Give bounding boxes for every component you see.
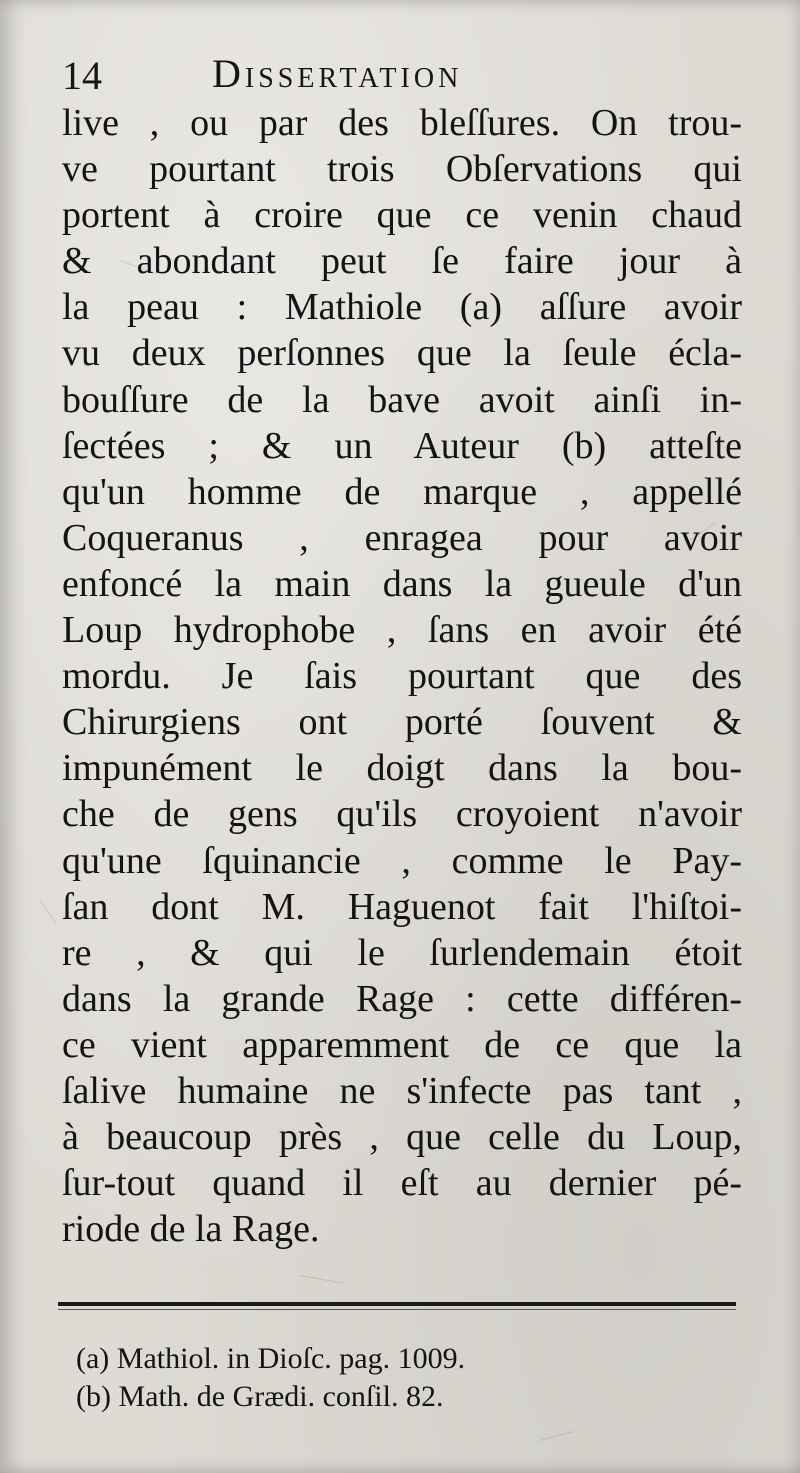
footnote-b: (b) Math. de Grædi. conſil. 82. bbox=[76, 1380, 444, 1413]
footnote-divider bbox=[58, 1302, 736, 1306]
text-line: mordu. Je ſais pourtant que des bbox=[62, 655, 742, 698]
text-line: ſan dont M. Haguenot fait l'hiſtoi- bbox=[62, 885, 742, 928]
text-line: che de gens qu'ils croyoient n'avoir bbox=[62, 793, 742, 836]
footnotes bbox=[76, 1340, 716, 1416]
text-line: riode de la Rage. bbox=[62, 1208, 320, 1251]
text-line: la peau : Mathiole (a) aſſure avoir bbox=[62, 286, 742, 329]
text-line: qu'une ſquinancie , comme le Pay- bbox=[62, 839, 742, 882]
text-line: enfoncé la main dans la gueule d'un bbox=[62, 562, 742, 605]
text-line: ſur-tout quand il eſt au dernier pé- bbox=[62, 1162, 742, 1205]
body-text bbox=[62, 100, 742, 1252]
text-line: vu deux perſonnes que la ſeule écla- bbox=[62, 332, 742, 375]
text-line: ve pourtant trois Obſervations qui bbox=[62, 148, 742, 191]
running-title: Dissertation bbox=[212, 51, 463, 96]
text-line: à beaucoup près , que celle du Loup, bbox=[62, 1116, 742, 1159]
footnote-a: (a) Mathiol. in Dioſc. pag. 1009. bbox=[76, 1342, 466, 1375]
text-line: ce vient apparemment de ce que la bbox=[62, 1023, 742, 1066]
paper-fiber bbox=[40, 900, 57, 924]
text-line: live , ou par des bleſſures. On trou- bbox=[62, 102, 742, 144]
text-line: dans la grande Rage : cette différen- bbox=[62, 977, 742, 1020]
text-line: Loup hydrophobe , ſans en avoir été bbox=[62, 609, 742, 652]
text-line: ſalive humaine ne s'infecte pas tant , bbox=[62, 1069, 742, 1112]
page-header bbox=[62, 46, 742, 108]
text-line: Chirurgiens ont porté ſouvent & bbox=[62, 701, 742, 744]
footnote-divider-thin bbox=[58, 1309, 736, 1310]
text-line: qu'un homme de marque , appellé bbox=[62, 470, 742, 513]
text-line: portent à croire que ce venin chaud bbox=[62, 194, 742, 237]
page-number: 14 bbox=[62, 53, 102, 98]
text-line: re , & qui le ſurlendemain étoit bbox=[62, 931, 742, 974]
paper-fiber bbox=[540, 1431, 574, 1441]
paper-fiber bbox=[300, 1275, 344, 1284]
text-line: Coqueranus , enragea pour avoir bbox=[62, 516, 742, 559]
text-line: bouſſure de la bave avoit ainſi in- bbox=[62, 378, 742, 421]
text-line: ſectées ; & un Auteur (b) atteſte bbox=[62, 424, 742, 467]
text-line: impunément le doigt dans la bou- bbox=[62, 747, 742, 790]
text-line: & abondant peut ſe faire jour à bbox=[62, 240, 742, 283]
